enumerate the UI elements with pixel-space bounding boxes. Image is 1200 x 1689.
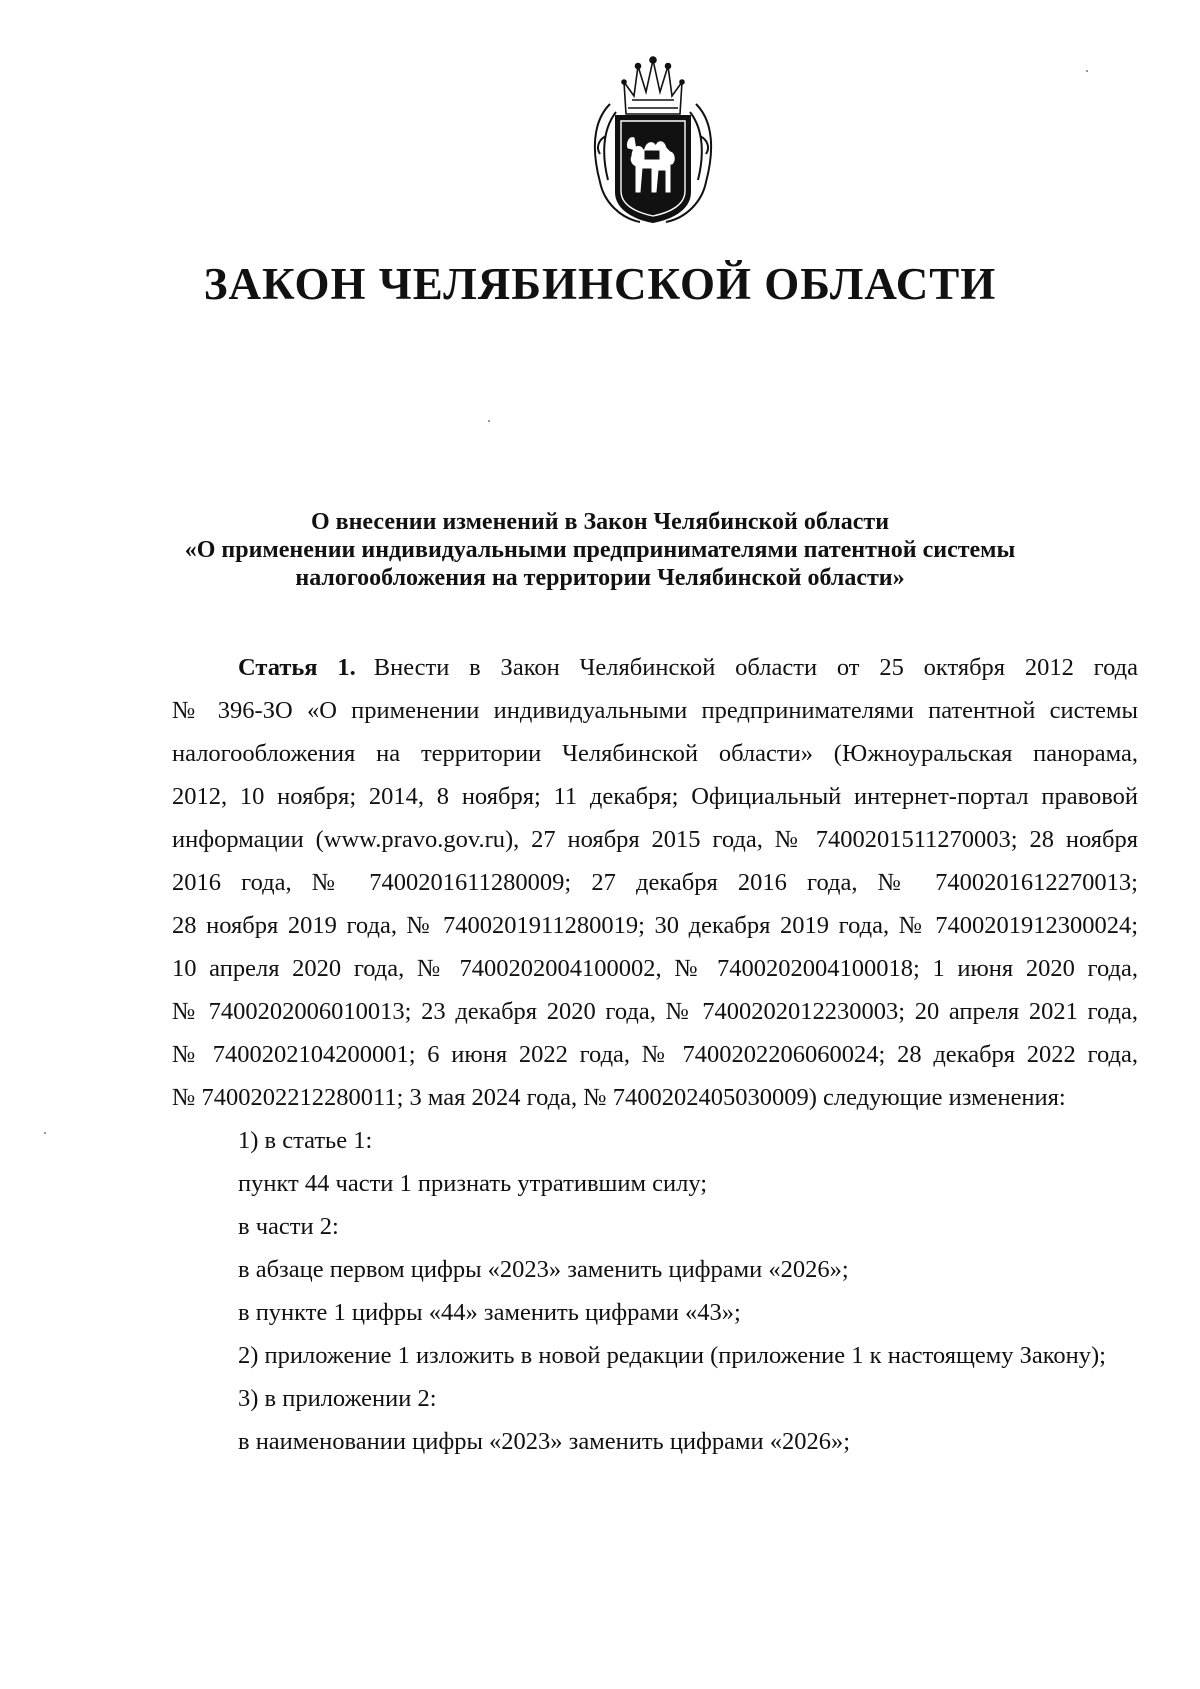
scan-speck (44, 1132, 46, 1134)
coat-of-arms-emblem (586, 52, 720, 227)
crown-icon (622, 57, 684, 114)
amendment-item: 1) в статье 1: (238, 1127, 373, 1154)
subject-line: «О применении индивидуальными предпринимателями патентной системы (184, 537, 1016, 563)
amendment-item: в части 2: (238, 1213, 339, 1240)
article-line: 10 апреля 2020 года, № 7400202004100002, № 7400202004100018; 1 июня 2020 года, (172, 955, 1138, 982)
law-subject (150, 508, 1050, 592)
amendment-item: пункт 44 части 1 признать утратившим силу; (238, 1170, 708, 1197)
article-line: № 7400202212280011; 3 мая 2024 года, № 7400202405030009) следующие изменения: (172, 1084, 1066, 1111)
article-line: 2012, 10 ноября; 2014, 8 ноября; 11 декабря; Официальный интернет-портал правовой (172, 783, 1138, 810)
article-line: № 7400202006010013; 23 декабря 2020 года, № 7400202012230003; 20 апреля 2021 года, (172, 998, 1138, 1025)
article-line: 28 ноября 2019 года, № 7400201911280019; 30 декабря 2019 года, № 7400201912300024; (172, 912, 1138, 939)
article-line: информации (www.pravo.gov.ru), 27 ноября 2015 года, № 7400201511270003; 28 ноября (172, 826, 1138, 853)
amendment-item: в абзаце первом цифры «2023» заменить цифрами «2026»; (238, 1256, 849, 1283)
amendment-item: в наименовании цифры «2023» заменить цифрами «2026»; (238, 1428, 851, 1455)
article-line: 2016 года, № 7400201611280009; 27 декабря 2016 года, № 7400201612270013; (172, 869, 1138, 896)
amendment-item: 3) в приложении 2: (238, 1385, 437, 1412)
article-label: Статья 1. (238, 654, 356, 681)
article-first-line (238, 654, 1138, 682)
article-line: налогообложения на территории Челябинской области» (Южноуральская панорама, (172, 740, 1138, 767)
article-line: № 7400202104200001; 6 июня 2022 года, № 7400202206060024; 28 декабря 2022 года, (172, 1041, 1138, 1068)
subject-line: О внесении изменений в Закон Челябинской области (310, 509, 890, 535)
amendment-item: в пункте 1 цифры «44» заменить цифрами «43»; (238, 1299, 741, 1326)
subject-line: налогообложения на территории Челябинской области» (295, 565, 905, 591)
scan-speck (1086, 70, 1088, 72)
amendment-item: 2) приложение 1 изложить в новой редакции (приложение 1 к настоящему Закону); (238, 1342, 1106, 1369)
scan-speck (488, 420, 490, 422)
law-title: ЗАКОН ЧЕЛЯБИНСКОЙ ОБЛАСТИ (203, 259, 997, 309)
article-line: № 396-ЗО «О применении индивидуальными предпринимателями патентной системы (172, 697, 1138, 724)
article-text: Внести в Закон Челябинской области от 25 октября 2012 года (373, 654, 1138, 681)
